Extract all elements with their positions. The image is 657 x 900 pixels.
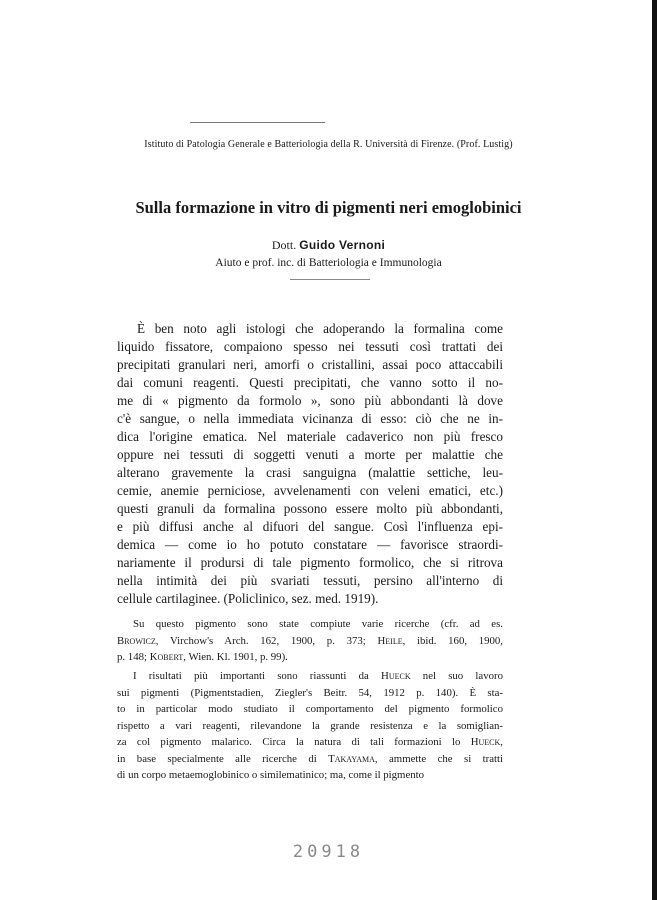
author-name: Guido Vernoni: [299, 238, 386, 252]
text-span: in base specialmente alle ricerche di: [117, 752, 329, 765]
footnote-paragraph-1: [117, 616, 503, 666]
text-span: p. 148;: [117, 651, 150, 663]
author-prefix: Dott.: [271, 238, 297, 252]
text-line: sui pigmenti (Pigmentstadien, Ziegler's Beitr. 54, 1912 p. 140). È sta-: [117, 686, 503, 699]
text-span: ,: [500, 736, 503, 748]
text-line: cellule cartilaginee. (Policlinico, sez. med. 1919).: [117, 591, 379, 606]
text-line: Su questo pigmento sono state compiute varie ricerche (cfr. ad es.: [133, 618, 503, 630]
author-ref: Takayama: [328, 752, 375, 765]
text-span: , ibid. 160, 1900,: [402, 634, 504, 647]
text-span: nel suo lavoro: [410, 670, 503, 682]
page-edge-shadow: [652, 0, 657, 900]
text-span: , ammette che si tratti: [374, 752, 503, 765]
text-line: precipitati granulari neri, amorfi o cristallini, assai poco attaccabili: [117, 357, 503, 372]
text-line: cemie, anemie perniciose, avvelenamenti con veleni ematici, etc.): [117, 483, 503, 498]
text-line: to in particolar modo studiato il comportamento del pigmento formolico: [117, 703, 503, 715]
text-line: È ben noto agli istologi che adoperando la formalina come: [137, 321, 503, 336]
text-line: [117, 668, 503, 685]
institute-line: Istituto di Patologia Generale e Batteriologia della R. Università di Firenze. (Prof. Lustig): [144, 139, 513, 150]
author-ref: Kobert: [149, 651, 184, 663]
author-ref: Hueck: [381, 670, 411, 682]
author-line: [0, 238, 657, 253]
author-rule: [290, 279, 370, 280]
text-span: , Wien. Kl. 1901, p. 99).: [183, 651, 288, 663]
text-line: di un corpo metaemoglobinico o similematinico; ma, come il pigmento: [117, 769, 425, 781]
text-line: dai comuni reagenti. Questi precipitati, che vanno sotto il no-: [117, 375, 503, 390]
text-line: c'è sangue, o nella immediata vicinanza di esso: ciò che ne in-: [117, 411, 503, 426]
text-line: nariamente il prodursi di tale pigmento formolico, che si ritrova: [117, 555, 503, 570]
text-span: I risultati più importanti sono riassunti da: [133, 670, 382, 682]
text-line: me di « pigmento da formolo », sono più abbondanti là dove: [117, 393, 503, 408]
text-line: [117, 734, 503, 751]
text-line: rispetto a vari reagenti, rilevandone la grande resistenza e la somiglian-: [117, 719, 503, 732]
text-line: dica l'origine ematica. Nel materiale cadaverico non più fresco: [117, 429, 503, 444]
text-line: alterano gravemente la crasi sanguigna (malattie settiche, leu-: [117, 465, 503, 480]
main-paragraph: [117, 320, 503, 608]
author-position: Aiuto e prof. inc. di Batteriologia e Immunologia: [215, 257, 442, 269]
article-title: Sulla formazione in vitro di pigmenti neri emoglobinici: [135, 198, 522, 217]
text-span: za col pigmento malarico. Circa la natura di tali formazioni lo: [117, 736, 461, 748]
text-line: demica — come io ho potuto constatare — favorisce straordi-: [117, 537, 503, 552]
library-stamp-number: 20918: [292, 842, 365, 862]
author-ref: Heile: [377, 634, 403, 647]
footnote-paragraph-2: [117, 668, 503, 784]
text-line: e più diffusi anche al difuori del sangue. Così l'influenza epi-: [117, 519, 503, 534]
text-line: [117, 633, 503, 650]
text-line: [117, 751, 503, 768]
text-line: liquido fissatore, compaiono spesso nei tessuti così trattati dei: [117, 339, 503, 354]
top-rule: [190, 122, 325, 123]
text-span: , Virchow's Arch. 162, 1900, p. 373;: [155, 634, 378, 647]
author-ref: Hueck: [470, 736, 501, 748]
text-line: [117, 649, 503, 666]
text-line: oppure nei tessuti di soggetti venuti a morte per malattie che: [117, 447, 503, 462]
text-line: nella intimità dei più svariati tessuti, persino all'interno di: [117, 573, 503, 588]
author-ref: Browicz: [117, 634, 156, 647]
text-line: questi granuli da formalina possono essere molto più abbondanti,: [117, 501, 503, 516]
